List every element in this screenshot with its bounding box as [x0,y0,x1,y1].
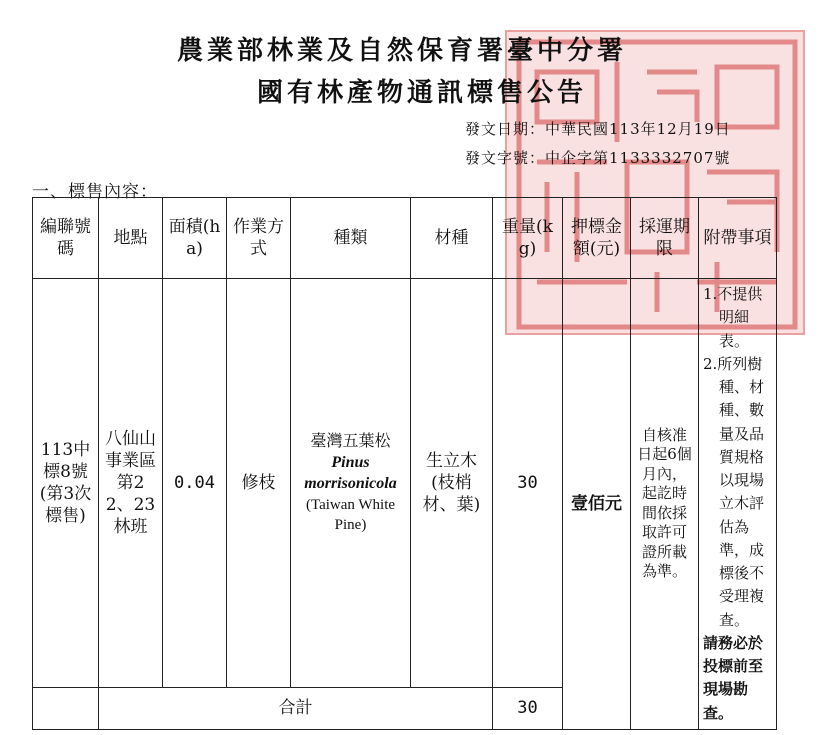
col-header-deposit: 押標金額(元) [563,198,631,279]
header-row [33,198,777,279]
agency-title: 農業部林業及自然保育署臺中分署 [176,36,627,66]
species-cell [291,279,411,688]
col-header-material: 材種 [411,198,493,279]
issue-date: 發文日期：中華民國113年12月19日 [465,120,731,138]
lot-number: 113中標8號(第3次標售) [33,279,99,688]
note-item: 2.所列樹種、材種、數量及品質規格以現場立木評估為準，成標後不受理複查。 [703,354,765,629]
col-header-species: 種類 [291,198,411,279]
total-spacer [33,687,99,729]
note-item: 1.不提供明細表。 [703,285,763,350]
location: 八仙山事業區第22、23林班 [99,279,163,688]
col-header-location: 地點 [99,198,163,279]
col-header-area: 面積(ha) [163,198,227,279]
col-header-notes: 附帶事項 [699,198,777,279]
area-value: 0.04 [163,279,227,688]
col-header-period: 採運期限 [631,198,699,279]
notes-cell [699,279,777,730]
weight-value: 30 [493,279,563,688]
total-label: 合計 [99,687,493,729]
auction-table [32,197,777,730]
section-heading: 一、標售內容： [32,182,158,202]
col-header-weight: 重量(kg) [493,198,563,279]
harvest-period: 自核准日起6個月內，起訖時間依採取許可證所載為準。 [631,279,699,730]
material-type: 生立木(枝梢材、葉) [411,279,493,688]
total-weight: 30 [493,687,563,729]
species-english: (Taiwan White Pine) [305,497,396,534]
table-row [33,279,777,688]
announcement-title: 國有林產物通訊標售公告 [256,78,587,108]
col-header-lot-no: 編聯號碼 [33,198,99,279]
document-number: 發文字號：中企字第1133332707號 [465,149,731,167]
work-method: 修枝 [227,279,291,688]
species-zh: 臺灣五葉松 [310,431,391,451]
species-latin-genus: Pinus [331,453,370,471]
note-item: 請務必於投標前至現場勘查。 [703,633,764,722]
species-latin-epithet: morrisonicola [304,475,397,493]
deposit-amount: 壹佰元 [563,279,631,730]
col-header-method: 作業方式 [227,198,291,279]
